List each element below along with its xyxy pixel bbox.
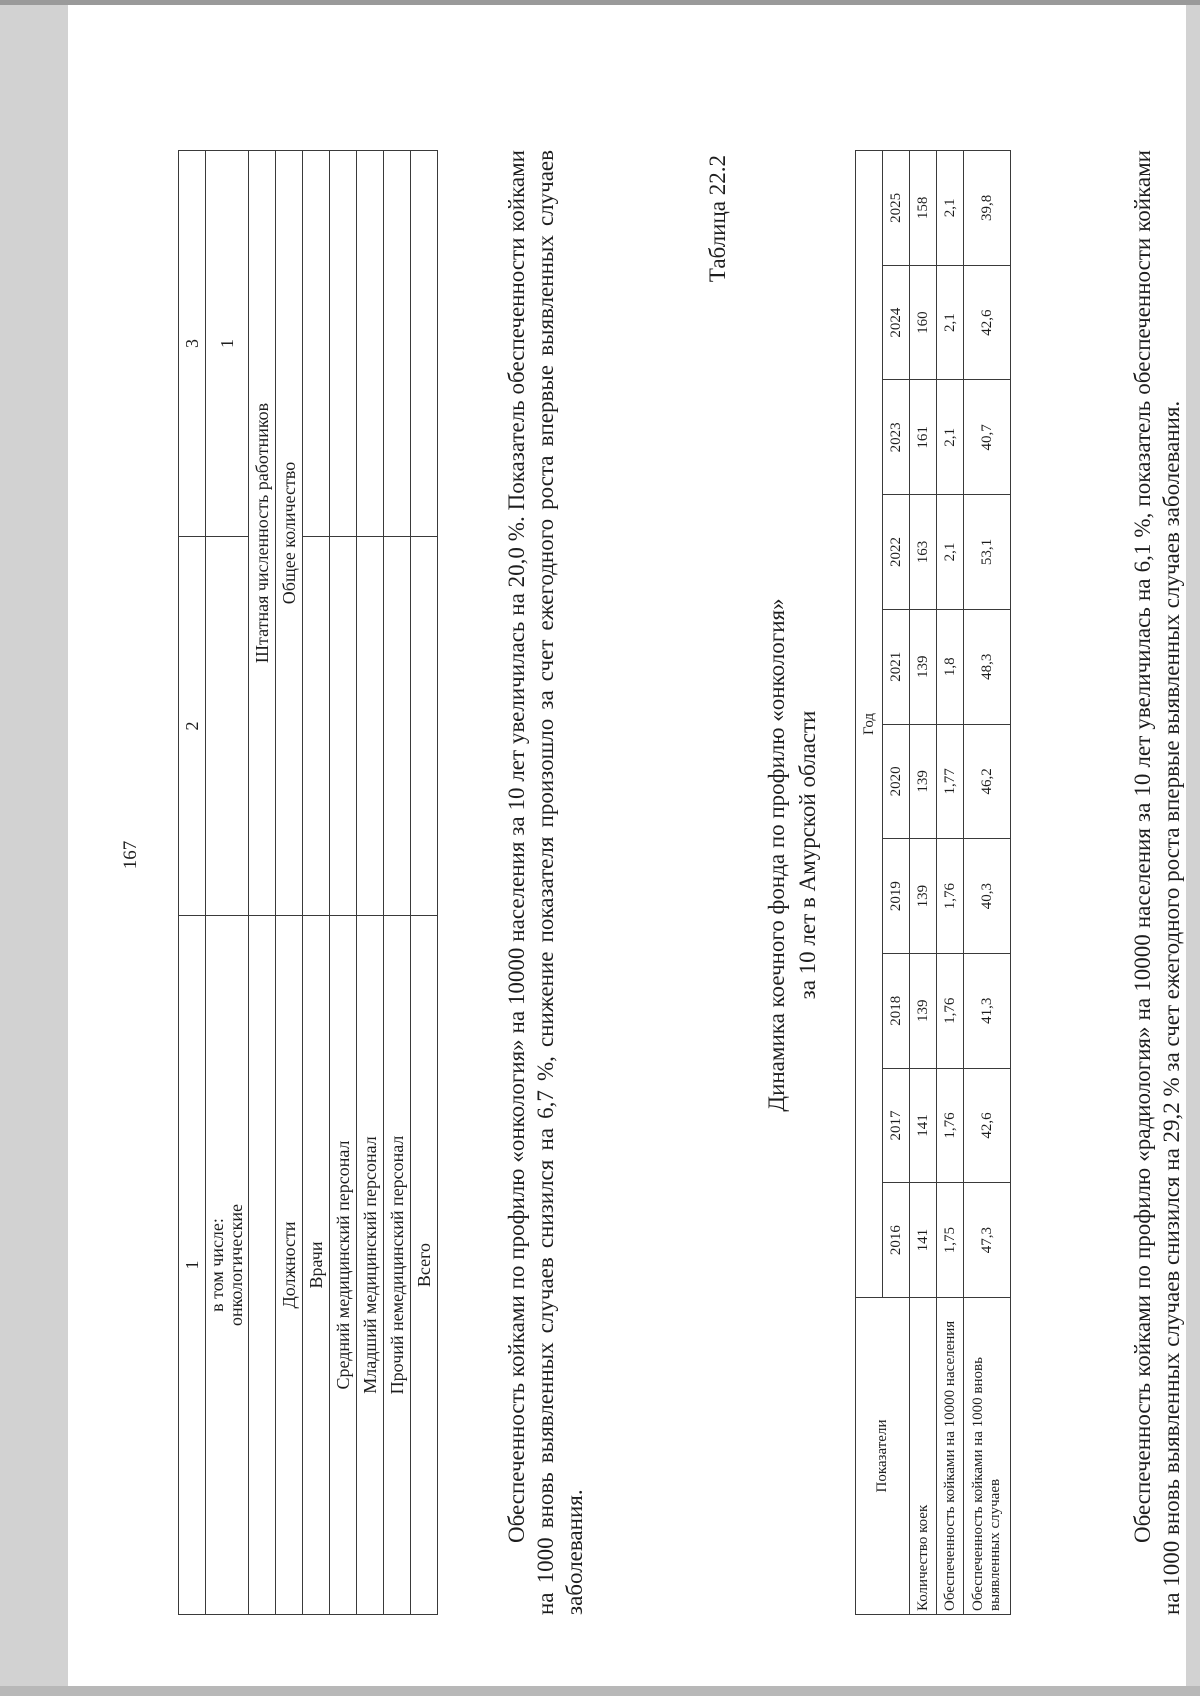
table-cell: 42,6	[964, 265, 1011, 380]
row-label: Младший медицинский персонал	[357, 916, 384, 1615]
paragraph-radiology	[1128, 150, 1186, 1615]
table-cell: 141	[910, 1068, 937, 1183]
table-cell: 1,75	[937, 1183, 964, 1298]
row-label-line-1: Обеспеченность койками на 1000 вновь	[970, 1357, 986, 1611]
table-row	[910, 151, 937, 1615]
table-cell: 41,3	[964, 953, 1011, 1068]
total-count-header: Общее количество	[276, 151, 303, 916]
column-number-2: 2	[179, 537, 206, 916]
table-cell	[303, 537, 330, 916]
table-cell: 163	[910, 495, 937, 610]
table-cell: 48,3	[964, 609, 1011, 724]
year-cell: 2021	[883, 609, 910, 724]
table-cell: 139	[910, 953, 937, 1068]
row-label: Обеспеченность койками на 10000 населения	[937, 1298, 964, 1615]
staff-table	[178, 150, 438, 1615]
table-cell: 139	[910, 839, 937, 954]
table-cell: 139	[910, 724, 937, 839]
table-row	[179, 151, 206, 1615]
table-caption-line-2: за 10 лет в Амурской области	[795, 710, 820, 1000]
table-cell: 1,77	[937, 724, 964, 839]
row-label: Врачи	[303, 916, 330, 1615]
year-cell: 2019	[883, 839, 910, 954]
table-cell	[303, 151, 330, 537]
table-cell: 47,3	[964, 1183, 1011, 1298]
subheading-cell	[206, 916, 249, 1615]
table-row	[856, 151, 883, 1615]
table-cell	[357, 151, 384, 537]
table-row	[384, 151, 411, 1615]
table-cell: 1,76	[937, 839, 964, 954]
table-cell: 160	[910, 265, 937, 380]
table-cell: 139	[910, 609, 937, 724]
year-cell: 2016	[883, 1183, 910, 1298]
row-label: Средний медицинский персонал	[330, 916, 357, 1615]
column-number-1: 1	[179, 916, 206, 1615]
table-cell: 1,8	[937, 609, 964, 724]
table-cell: 39,8	[964, 151, 1011, 266]
table-cell: 2,1	[937, 265, 964, 380]
paragraph-text: Обеспеченность койками по профилю «онкология» на 10000 населения за 10 лет увеличилась на 20,0 %. Показатель обеспеченности койками на 1000 вновь выявленных случаев снизился на 6,7 %, снижение показателя произошло за счет ежегодного роста впервые выявленных случаев заболевания.	[504, 150, 587, 1615]
table-cell: 161	[910, 380, 937, 495]
table-label: Таблица 22.2	[705, 155, 730, 283]
table-cell: 46,2	[964, 724, 1011, 839]
rotated-page-content	[118, 75, 1184, 1635]
row-label	[964, 1298, 1011, 1615]
table-row	[357, 151, 384, 1615]
year-cell: 2018	[883, 953, 910, 1068]
year-header: Год	[856, 151, 883, 1298]
row-label: Количество коек	[910, 1298, 937, 1615]
table-cell	[384, 537, 411, 916]
year-cell: 2022	[883, 495, 910, 610]
table-cell	[330, 151, 357, 537]
year-cell: 2025	[883, 151, 910, 266]
beds-table	[855, 150, 1011, 1615]
table-cell	[411, 151, 438, 537]
table-caption-line-1: Динамика коечного фонда по профилю «онкология»	[764, 598, 789, 1112]
row-label: Всего	[411, 916, 438, 1615]
page-number: 167	[120, 840, 141, 870]
paragraph-text: Обеспеченность койками по профилю «радиология» на 10000 населения за 10 лет увеличилась на 6,1 %, показатель обеспеченности койками на 1000 вновь выявленных случаев снизился на 29,2 % за счет ежегодного роста впервые выявленных случаев заболевания.	[1130, 150, 1184, 1615]
table-row	[206, 151, 249, 1615]
table-cell: 53,1	[964, 495, 1011, 610]
table-cell: 2,1	[937, 495, 964, 610]
table-cell: 1,76	[937, 1068, 964, 1183]
table-cell: 1	[206, 151, 249, 537]
table-row	[303, 151, 330, 1615]
subheading-line-1: в том числе:	[207, 1218, 227, 1312]
table-cell: 42,6	[964, 1068, 1011, 1183]
paragraph-oncology	[502, 150, 589, 1615]
table-cell: 141	[910, 1183, 937, 1298]
positions-header: Должности	[276, 916, 303, 1615]
table-cell: 1,76	[937, 953, 964, 1068]
subheading-line-2: онкологические	[226, 1203, 246, 1327]
table-cell	[206, 537, 249, 916]
row-label: Прочий немедицинский персонал	[384, 916, 411, 1615]
table-row	[330, 151, 357, 1615]
year-cell: 2024	[883, 265, 910, 380]
year-cell: 2017	[883, 1068, 910, 1183]
column-number-3: 3	[179, 151, 206, 537]
table-cell: 40,3	[964, 839, 1011, 954]
table-row	[964, 151, 1011, 1615]
row-label-line-2: выявленных случаев	[987, 1478, 1003, 1611]
table-cell	[411, 537, 438, 916]
group-header: Штатная численность работников	[249, 151, 276, 916]
table-cell: 2,1	[937, 151, 964, 266]
table-cell: 40,7	[964, 380, 1011, 495]
year-cell: 2023	[883, 380, 910, 495]
table-cell: 158	[910, 151, 937, 266]
table-cell	[384, 151, 411, 537]
year-cell: 2020	[883, 724, 910, 839]
table-cell	[330, 537, 357, 916]
table-row	[411, 151, 438, 1615]
table-cell	[249, 916, 276, 1615]
scan-bottom-shade	[0, 1686, 1200, 1696]
table-row	[276, 151, 303, 1615]
document-page	[68, 5, 1186, 1686]
table-row	[937, 151, 964, 1615]
table-row	[249, 151, 276, 1615]
indicator-header: Показатели	[856, 1298, 910, 1615]
table-cell	[357, 537, 384, 916]
table-cell: 2,1	[937, 380, 964, 495]
